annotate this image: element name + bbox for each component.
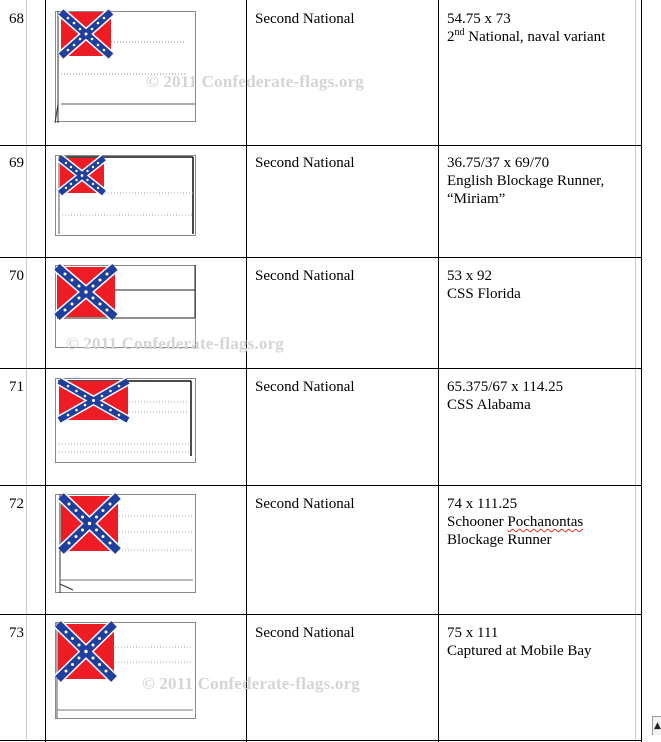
table-left-margin-line [26,0,27,742]
confederate-second-national-flag-icon [55,155,197,237]
flag-description: CSS Alabama [447,397,531,413]
row-number: 73 [9,625,24,641]
flag-dimensions: 53 x 92 [447,268,492,284]
confederate-second-national-flag-icon [55,378,197,464]
flag-dimensions: 54.75 x 73 [447,11,511,27]
row-number: 71 [9,379,24,395]
row-divider [0,740,641,741]
flag-drawing [55,622,197,720]
row-number: 72 [9,496,24,512]
flag-dimensions: 75 x 111 [447,625,499,641]
row-divider [0,614,641,615]
row-number: 68 [9,11,24,27]
flag-drawing [55,155,197,237]
flag-description: Blockage Runner [447,532,552,548]
flag-description: Captured at Mobile Bay [447,643,592,659]
copyright-watermark: © 2011 Confederate-flags.org [146,72,365,91]
scroll-arrow-icon[interactable]: ▲ [652,716,661,735]
copyright-watermark: © 2011 Confederate-flags.org [142,674,361,693]
row-number: 70 [9,268,24,284]
flag-type: Second National [255,625,355,641]
spellcheck-underlined-word: Pochanontas [507,514,584,530]
flag-description: Schooner Pochanontas [447,514,584,530]
canton [61,496,118,551]
row-divider [0,485,641,486]
flag-description: English Blockage Runner, [447,173,605,189]
flag-type: Second National [255,11,355,27]
canton [61,12,111,56]
table-col-divider [641,0,642,742]
table-col-divider [246,0,247,742]
canton [60,158,104,193]
confederate-second-national-flag-icon [55,11,197,123]
flag-description: “Miriam” [447,191,506,207]
row-number: 69 [9,155,24,171]
copyright-watermark: © 2011 Confederate-flags.org [66,334,285,353]
table-col-divider [438,0,439,742]
flag-drawing [55,11,197,123]
flag-drawing [55,378,197,464]
canton [58,624,114,679]
flag-type: Second National [255,496,355,512]
flag-dimensions: 36.75/37 x 69/70 [447,155,550,171]
flag-dimensions: 74 x 111.25 [447,496,518,512]
flag-description: 2nd National, naval variant [447,27,606,45]
table-right-margin-line [635,0,636,742]
row-divider [0,145,641,146]
flag-dimensions: 65.375/67 x 114.25 [447,379,564,395]
flag-type: Second National [255,155,355,171]
canton [57,267,115,317]
table-col-divider [45,0,46,742]
confederate-second-national-flag-icon [55,494,197,594]
row-divider [0,257,641,258]
flag-type: Second National [255,268,355,284]
flag-drawing [55,494,197,594]
canton [59,381,128,420]
flag-description: CSS Florida [447,286,521,302]
flag-type: Second National [255,379,355,395]
row-divider [0,368,641,369]
confederate-second-national-flag-icon [55,622,197,720]
